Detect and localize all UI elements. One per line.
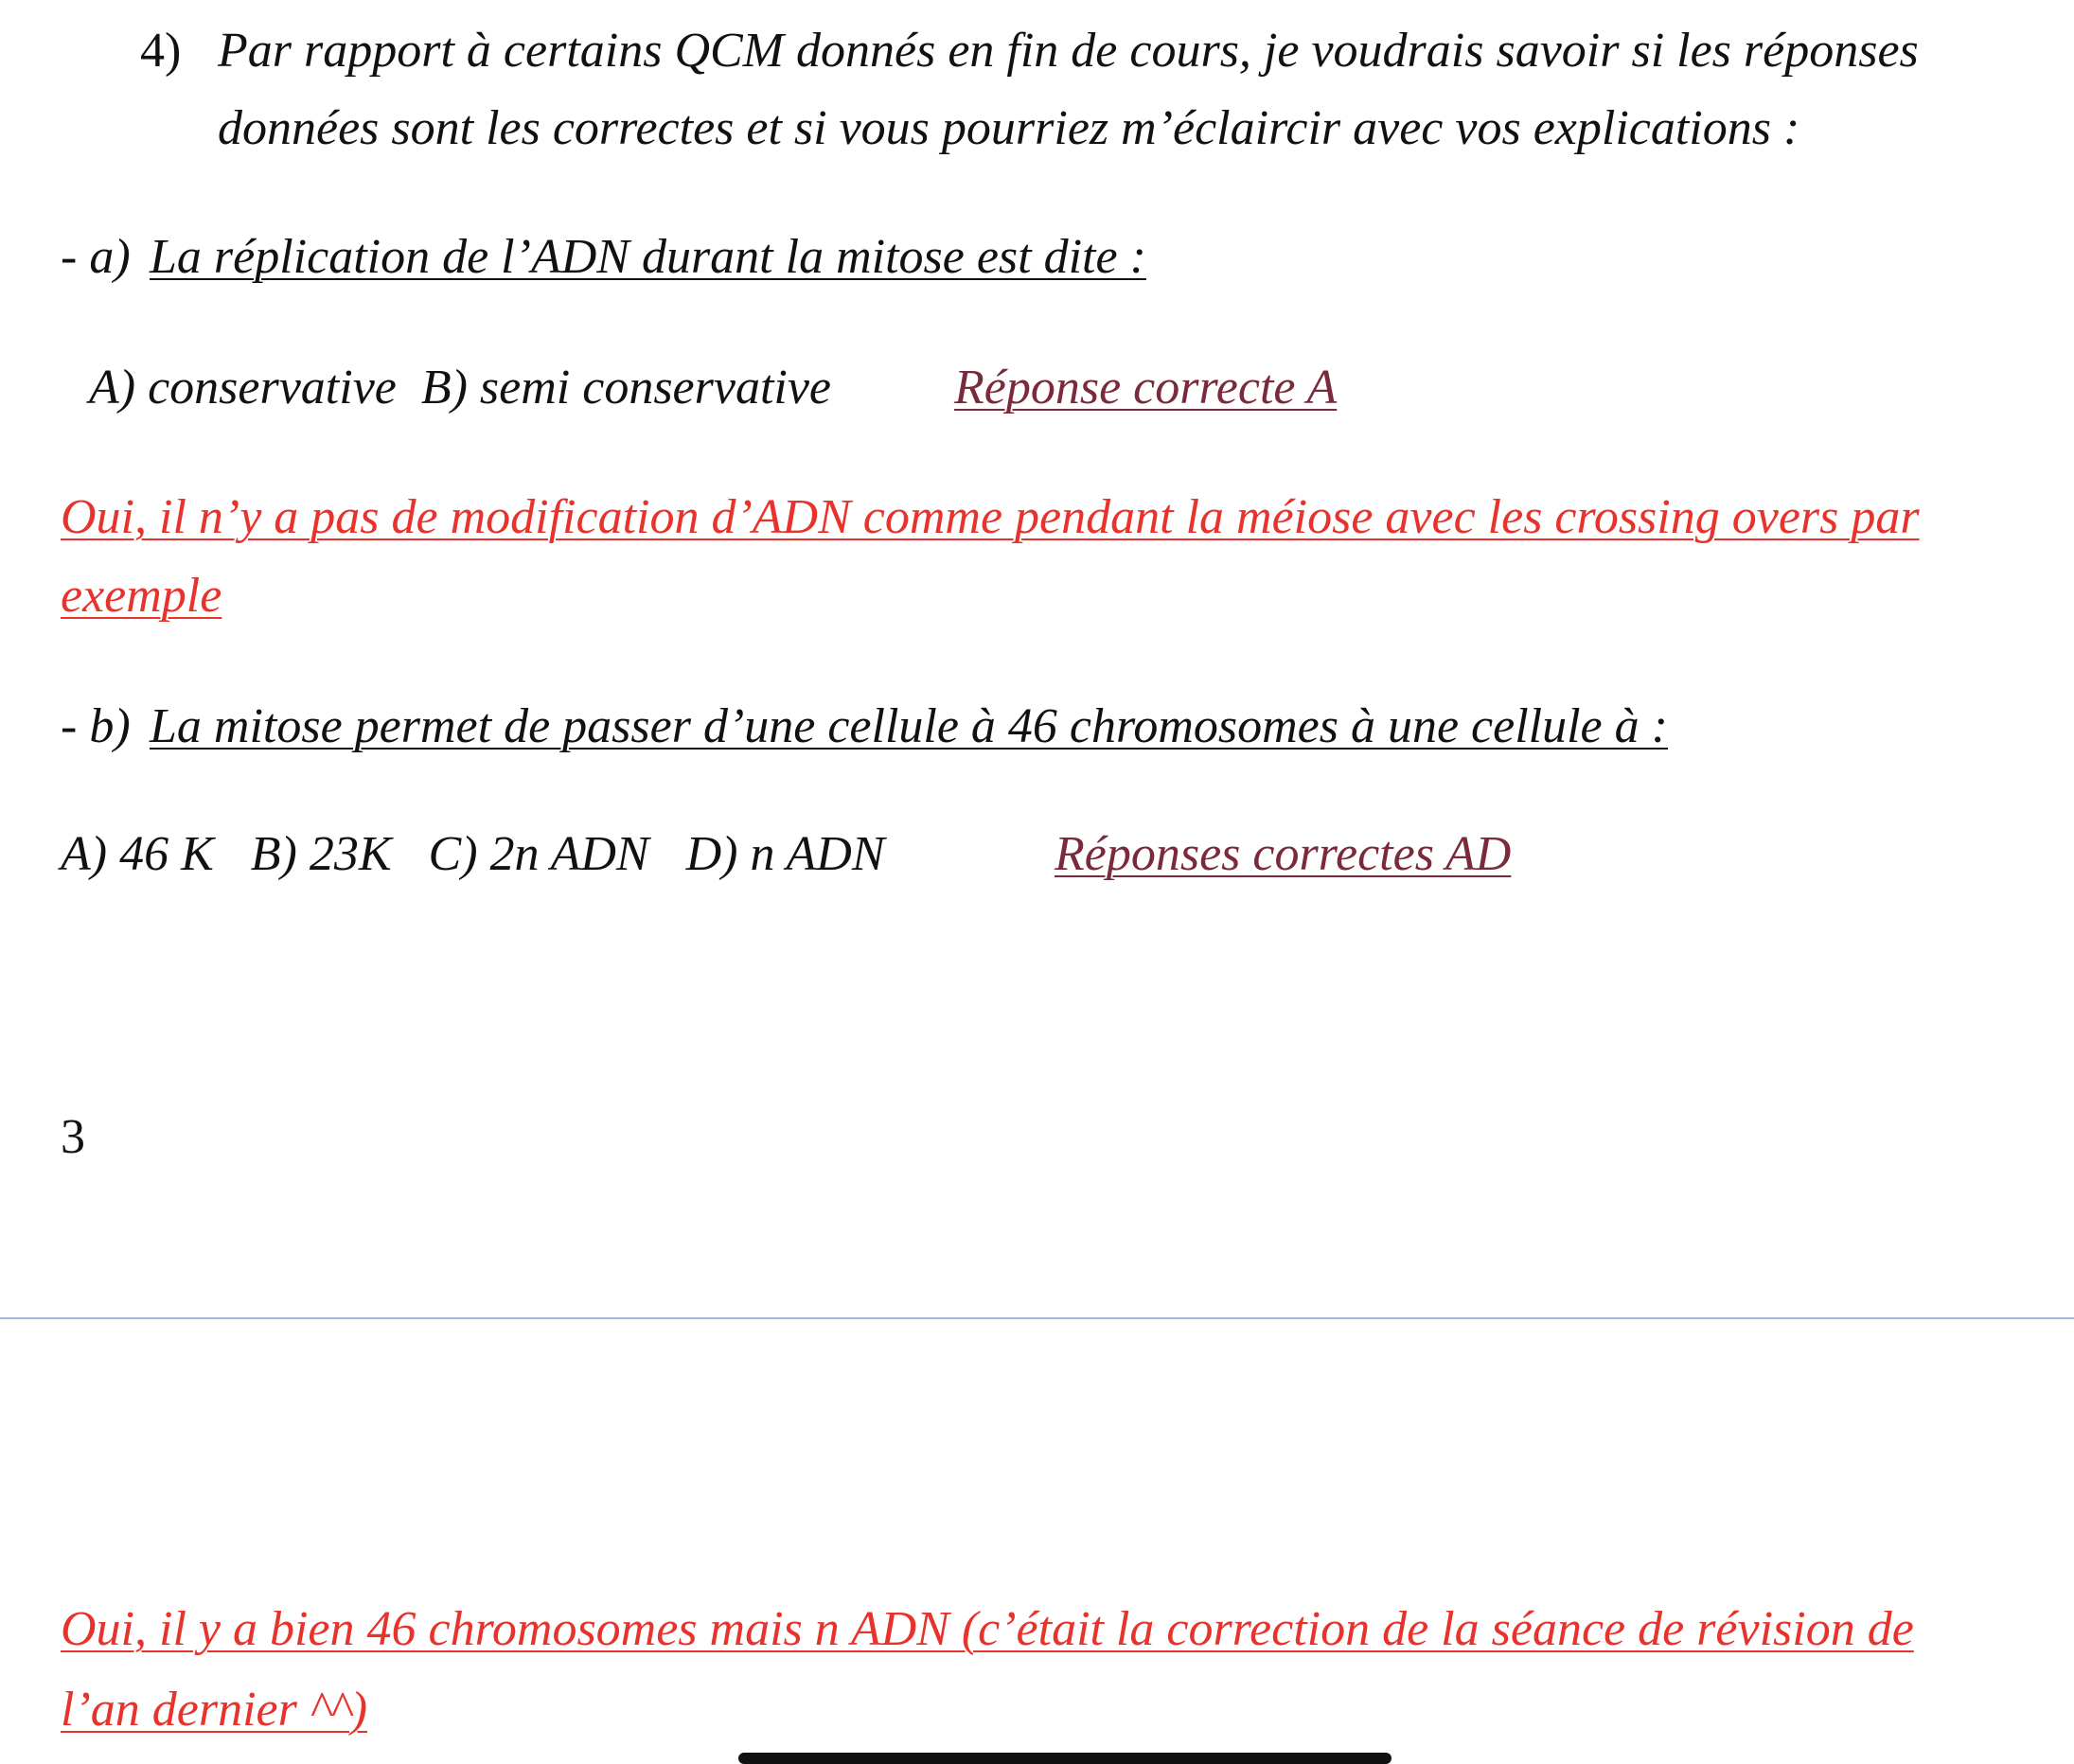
- qcm-a-answer: Réponse correcte A: [954, 361, 1338, 415]
- qcm-b-question: La mitose permet de passer d’une cellule à 46 chromosomes à une cellule à :: [150, 699, 1668, 753]
- qcm-a-comment-line2: exemple: [61, 569, 222, 623]
- qcm-a-question: La réplication de l’ADN durant la mitose est dite :: [150, 230, 1146, 284]
- question-text-line1: Par rapport à certains QCM donnés en fin de cours, je voudrais savoir si les réponses: [218, 24, 1919, 78]
- page-separator: [0, 1317, 2074, 1319]
- page-number: 3: [61, 1110, 85, 1164]
- question-text-line2: données sont les correctes et si vous pourriez m’éclaircir avec vos explications :: [218, 101, 1800, 155]
- home-indicator[interactable]: [738, 1753, 1392, 1764]
- qcm-b-answer: Réponses correctes AD: [1055, 827, 1512, 881]
- question-number: 4): [140, 24, 182, 78]
- qcm-b-options: A) 46 K B) 23K C) 2n ADN D) n ADN: [61, 827, 885, 881]
- qcm-a-options: A) conservative B) semi conservative: [89, 361, 832, 415]
- qcm-b-prefix: - b): [61, 699, 131, 753]
- qcm-a-comment-line1: Oui, il n’y a pas de modification d’ADN comme pendant la méiose avec les crossing overs par: [61, 490, 1920, 544]
- qcm-b-comment-line1: Oui, il y a bien 46 chromosomes mais n ADN (c’était la correction de la séance de révision de: [61, 1602, 1914, 1656]
- qcm-a-prefix: - a): [61, 230, 131, 284]
- qcm-b-comment-line2: l’an dernier ^^): [61, 1683, 368, 1737]
